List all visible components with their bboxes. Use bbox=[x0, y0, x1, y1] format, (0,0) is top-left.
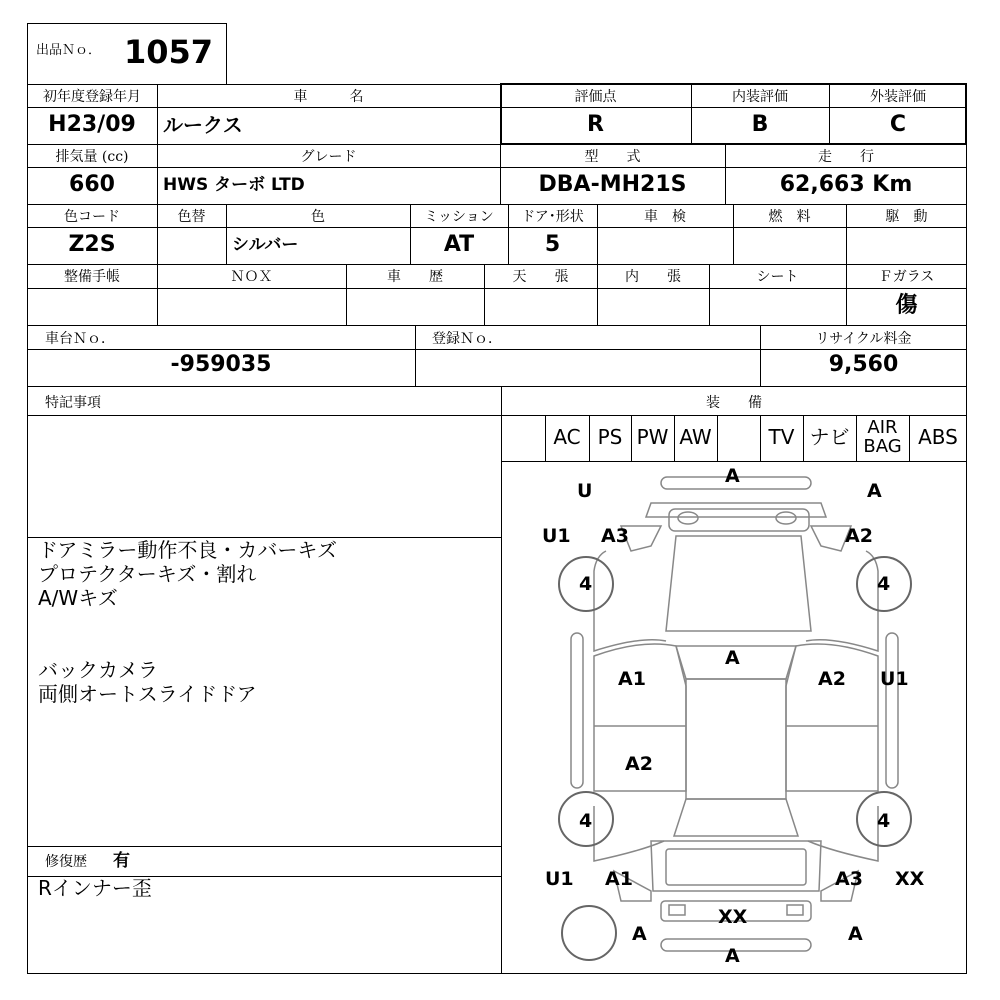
repair-history-label: 修復歴 bbox=[45, 854, 87, 870]
damage-mark: A bbox=[848, 923, 863, 945]
interior-trim-label: 内 張 bbox=[625, 269, 681, 285]
mileage-value: 62,663 Km bbox=[779, 172, 913, 197]
damage-mark: XX bbox=[895, 868, 925, 890]
damage-mark: U bbox=[577, 480, 593, 502]
roof-label: 天 張 bbox=[512, 269, 569, 285]
grade-value: HWS ターボ LTD bbox=[163, 175, 305, 195]
equipment-item: ナビ bbox=[809, 425, 850, 449]
repair-detail: Rインナー歪 bbox=[38, 876, 152, 900]
seat-label: シート bbox=[756, 269, 799, 285]
damage-mark: A3 bbox=[835, 868, 863, 890]
model-value: DBA-MH21S bbox=[538, 172, 687, 197]
color-value: シルバー bbox=[232, 235, 299, 255]
damage-mark: A bbox=[725, 465, 740, 487]
note-line: 両側オートスライドドア bbox=[38, 682, 257, 706]
lot-number-label: 出品Ｎｏ． bbox=[36, 43, 102, 58]
model-label: 型 式 bbox=[584, 149, 641, 165]
mission-label: ミッション bbox=[424, 209, 494, 225]
note-line bbox=[38, 610, 337, 658]
damage-mark: 4 bbox=[877, 573, 891, 595]
car-damage-diagram bbox=[501, 461, 967, 974]
damage-mark: A bbox=[725, 647, 740, 669]
recycle-fee-label: リサイクル料金 bbox=[815, 331, 912, 347]
nox-label: ＮＯＸ bbox=[230, 269, 273, 285]
note-line: プロテクターキズ・割れ bbox=[38, 562, 257, 586]
equipment-item: ABS bbox=[918, 425, 958, 449]
lot-number-box bbox=[27, 23, 227, 85]
equipment-item: AIR BAG bbox=[863, 417, 902, 457]
color-code-value: Z2S bbox=[68, 232, 116, 257]
damage-mark: 4 bbox=[579, 573, 593, 595]
damage-mark: A2 bbox=[818, 668, 846, 690]
color-code-label: 色コード bbox=[64, 209, 120, 225]
damage-mark: U1 bbox=[542, 525, 571, 547]
interior-score-label: 内装評価 bbox=[732, 89, 788, 105]
equipment-label: 装 備 bbox=[706, 395, 762, 411]
damage-mark: A bbox=[867, 480, 882, 502]
front-glass-value: 傷 bbox=[895, 293, 918, 318]
note-line: バックカメラ bbox=[38, 658, 158, 682]
history-label: 車 歴 bbox=[387, 269, 443, 285]
note-line: ドアミラー動作不良・カバーキズ bbox=[38, 538, 337, 562]
equipment-item: PS bbox=[597, 425, 623, 449]
lot-number-value: 1057 bbox=[124, 33, 214, 71]
fuel-label: 燃 料 bbox=[768, 209, 811, 225]
recycle-fee-value: 9,560 bbox=[828, 352, 899, 377]
score-label: 評価点 bbox=[574, 89, 617, 105]
chassis-number-label: 車台Ｎｏ． bbox=[45, 331, 115, 347]
exterior-score-label: 外装評価 bbox=[870, 89, 926, 105]
door-value: 5 bbox=[544, 232, 561, 257]
damage-mark: A2 bbox=[845, 525, 873, 547]
registration-number-label: 登録Ｎｏ． bbox=[432, 331, 502, 347]
interior-score-value: B bbox=[751, 112, 769, 137]
damage-mark: A1 bbox=[618, 668, 646, 690]
damage-mark: 4 bbox=[579, 810, 593, 832]
first-registration-label: 初年度登録年月 bbox=[43, 89, 141, 105]
damage-mark: A bbox=[725, 945, 740, 967]
displacement-value: 660 bbox=[69, 172, 115, 197]
door-label: ドア･形状 bbox=[521, 209, 584, 225]
mission-value: AT bbox=[443, 232, 475, 257]
damage-mark: A2 bbox=[625, 753, 653, 775]
repair-history-value: 有 bbox=[113, 851, 130, 871]
damage-mark: U1 bbox=[545, 868, 574, 890]
maintenance-label: 整備手帳 bbox=[64, 269, 120, 285]
note-line: A/Wキズ bbox=[38, 586, 118, 610]
damage-mark: U1 bbox=[880, 668, 909, 690]
damage-mark: A3 bbox=[601, 525, 629, 547]
exterior-score-value: C bbox=[889, 112, 907, 137]
first-registration-value: H23/09 bbox=[48, 112, 136, 137]
damage-mark: A bbox=[632, 923, 647, 945]
drive-label: 駆 動 bbox=[885, 209, 928, 225]
notes-label: 特記事項 bbox=[45, 395, 101, 411]
notes-text bbox=[38, 538, 337, 706]
score-value: R bbox=[587, 112, 604, 137]
damage-mark: A1 bbox=[605, 868, 633, 890]
front-glass-label: Ｆガラス bbox=[878, 269, 935, 285]
inspection-label: 車 検 bbox=[644, 209, 686, 225]
car-name-value: ルークス bbox=[163, 113, 243, 137]
equipment-item: TV bbox=[768, 425, 795, 449]
damage-mark: 4 bbox=[877, 810, 891, 832]
equipment-item: PW bbox=[636, 425, 669, 449]
equipment-item: AC bbox=[553, 425, 581, 449]
car-name-label: 車 名 bbox=[293, 89, 364, 105]
grade-label: グレード bbox=[300, 149, 357, 165]
mileage-label: 走 行 bbox=[818, 149, 874, 165]
color-label: 色 bbox=[311, 209, 325, 225]
repaint-label: 色替 bbox=[177, 209, 206, 225]
chassis-number-value: -959035 bbox=[170, 352, 272, 377]
displacement-label: 排気量 (cc) bbox=[55, 149, 129, 165]
damage-mark: XX bbox=[718, 906, 748, 928]
equipment-item: AW bbox=[679, 425, 712, 449]
